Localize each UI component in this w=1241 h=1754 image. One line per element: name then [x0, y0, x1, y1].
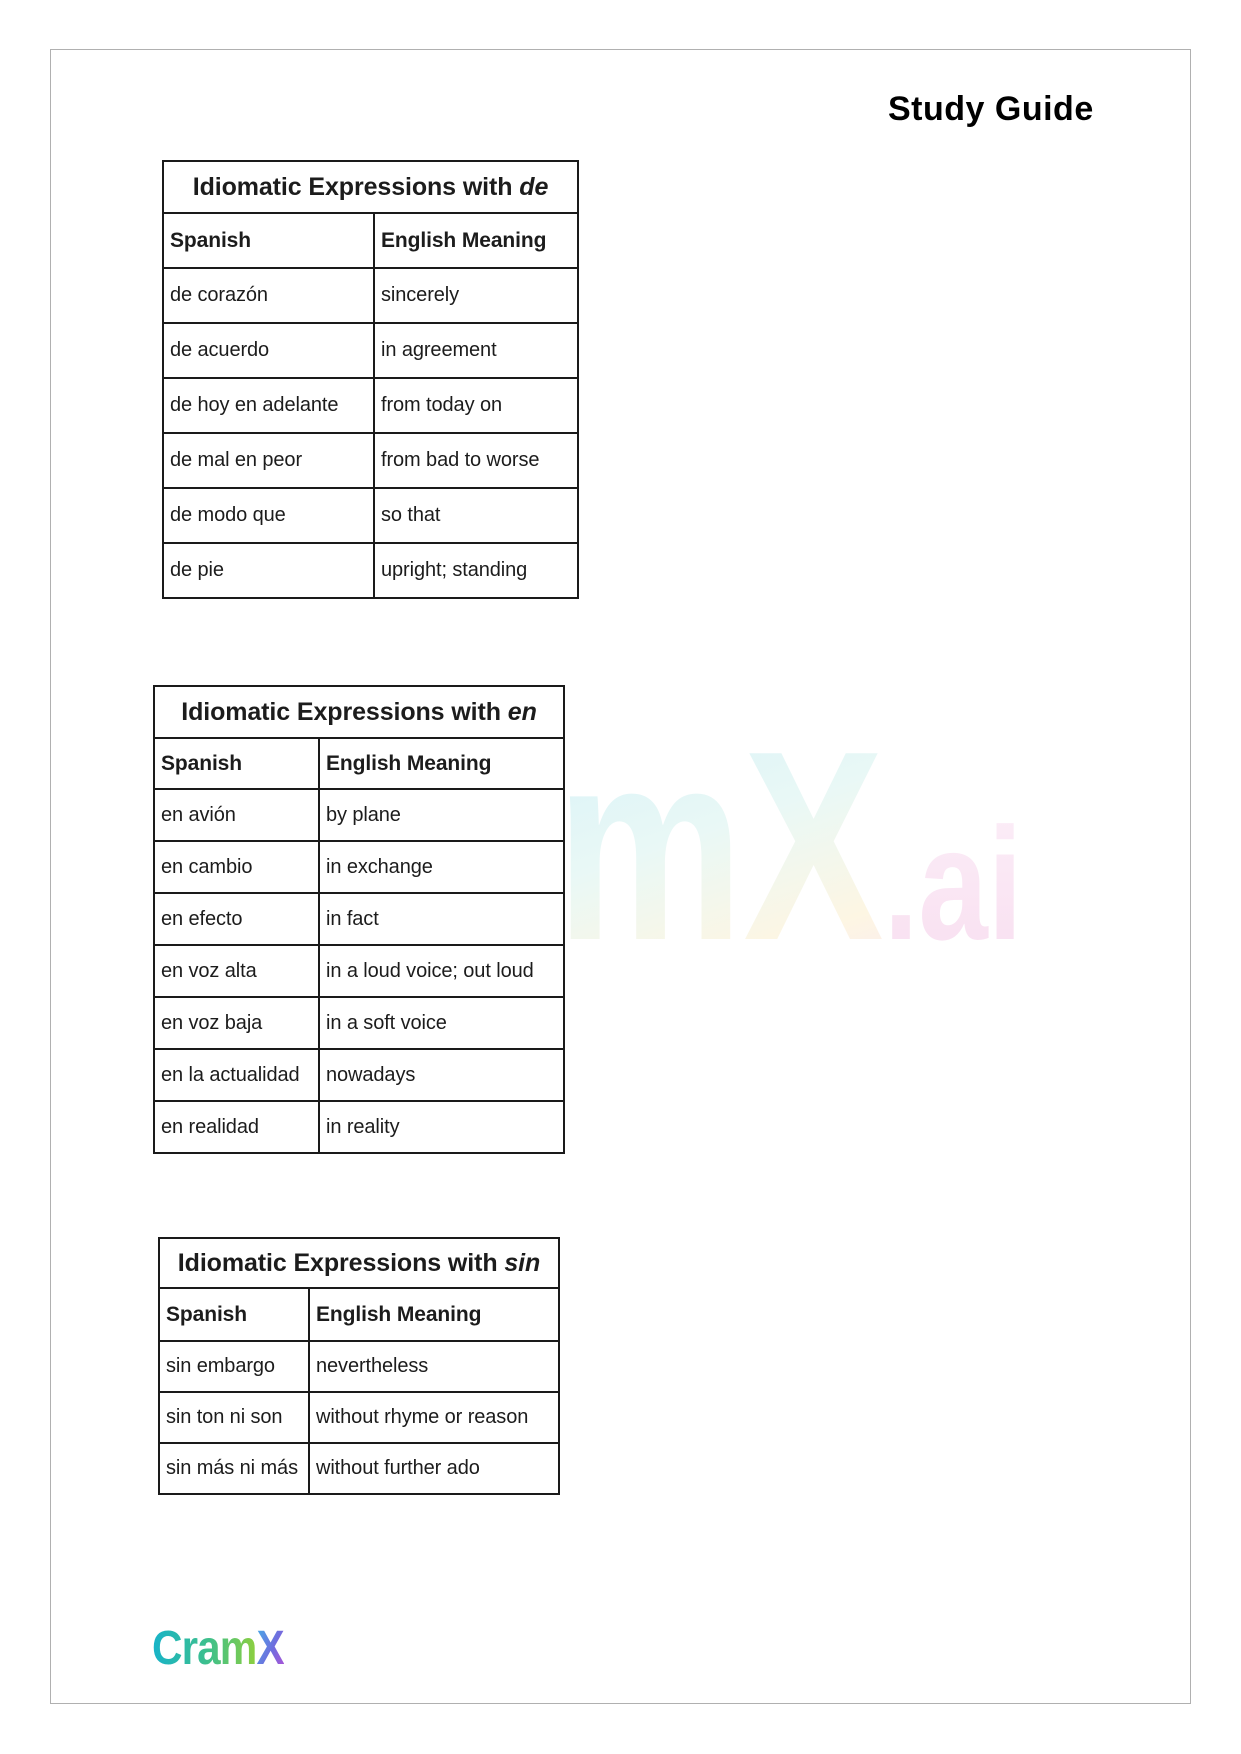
- spanish-cell: sin más ni más: [159, 1443, 309, 1494]
- spanish-cell: en avión: [154, 789, 319, 841]
- table-title-keyword: sin: [504, 1248, 541, 1277]
- table-row: [163, 268, 578, 323]
- english-cell: in fact: [319, 893, 564, 945]
- column-header-spanish: Spanish: [159, 1288, 309, 1341]
- table-title-row: [154, 686, 564, 738]
- spanish-cell: de pie: [163, 543, 374, 598]
- spanish-cell: sin ton ni son: [159, 1392, 309, 1443]
- table-idioms-de: [162, 160, 579, 599]
- table-title: [159, 1238, 559, 1288]
- table-title: [163, 161, 578, 213]
- spanish-cell: en voz baja: [154, 997, 319, 1049]
- logo-text-cram: Cram: [152, 1622, 257, 1675]
- table-row: [154, 841, 564, 893]
- spanish-cell: de acuerdo: [163, 323, 374, 378]
- table-title-prefix: Idiomatic Expressions with: [192, 172, 520, 201]
- table-row: [159, 1341, 559, 1392]
- english-cell: in a soft voice: [319, 997, 564, 1049]
- english-cell: without rhyme or reason: [309, 1392, 559, 1443]
- table-title: [154, 686, 564, 738]
- logo-text-x: X: [256, 1622, 284, 1675]
- column-header-english: English Meaning: [319, 738, 564, 789]
- table-row: [163, 378, 578, 433]
- cramx-logo: [152, 1622, 284, 1675]
- table-title-prefix: Idiomatic Expressions with: [181, 697, 508, 726]
- table-title-keyword: en: [507, 697, 537, 726]
- table-title-row: [163, 161, 578, 213]
- column-header-spanish: Spanish: [154, 738, 319, 789]
- table-row: [163, 488, 578, 543]
- table-header-row: [159, 1288, 559, 1341]
- table-header-row: [163, 213, 578, 268]
- english-cell: upright; standing: [374, 543, 578, 598]
- table-row: [154, 893, 564, 945]
- spanish-cell: de mal en peor: [163, 433, 374, 488]
- english-cell: sincerely: [374, 268, 578, 323]
- english-cell: in exchange: [319, 841, 564, 893]
- english-cell: by plane: [319, 789, 564, 841]
- english-cell: in reality: [319, 1101, 564, 1153]
- english-cell: nevertheless: [309, 1341, 559, 1392]
- table-row: [163, 543, 578, 598]
- column-header-english: English Meaning: [309, 1288, 559, 1341]
- table-row: [154, 997, 564, 1049]
- english-cell: so that: [374, 488, 578, 543]
- table-idioms-en: [153, 685, 565, 1154]
- spanish-cell: sin embargo: [159, 1341, 309, 1392]
- english-cell: from bad to worse: [374, 433, 578, 488]
- table-row: [163, 433, 578, 488]
- table-row: [154, 1049, 564, 1101]
- english-cell: from today on: [374, 378, 578, 433]
- table-row: [154, 1101, 564, 1153]
- page-title: Study Guide: [888, 90, 1094, 128]
- spanish-cell: en efecto: [154, 893, 319, 945]
- spanish-cell: de hoy en adelante: [163, 378, 374, 433]
- table-title-prefix: Idiomatic Expressions with: [177, 1248, 505, 1277]
- spanish-cell: de corazón: [163, 268, 374, 323]
- english-cell: in a loud voice; out loud: [319, 945, 564, 997]
- table-row: [154, 945, 564, 997]
- spanish-cell: en la actualidad: [154, 1049, 319, 1101]
- spanish-cell: en voz alta: [154, 945, 319, 997]
- table-row: [154, 789, 564, 841]
- table-row: [159, 1443, 559, 1494]
- english-cell: in agreement: [374, 323, 578, 378]
- spanish-cell: en realidad: [154, 1101, 319, 1153]
- table-row: [159, 1392, 559, 1443]
- english-cell: without further ado: [309, 1443, 559, 1494]
- table-idioms-sin: [158, 1237, 560, 1495]
- column-header-spanish: Spanish: [163, 213, 374, 268]
- table-row: [163, 323, 578, 378]
- table-title-keyword: de: [519, 172, 549, 201]
- table-title-row: [159, 1238, 559, 1288]
- english-cell: nowadays: [319, 1049, 564, 1101]
- table-header-row: [154, 738, 564, 789]
- spanish-cell: en cambio: [154, 841, 319, 893]
- spanish-cell: de modo que: [163, 488, 374, 543]
- column-header-english: English Meaning: [374, 213, 578, 268]
